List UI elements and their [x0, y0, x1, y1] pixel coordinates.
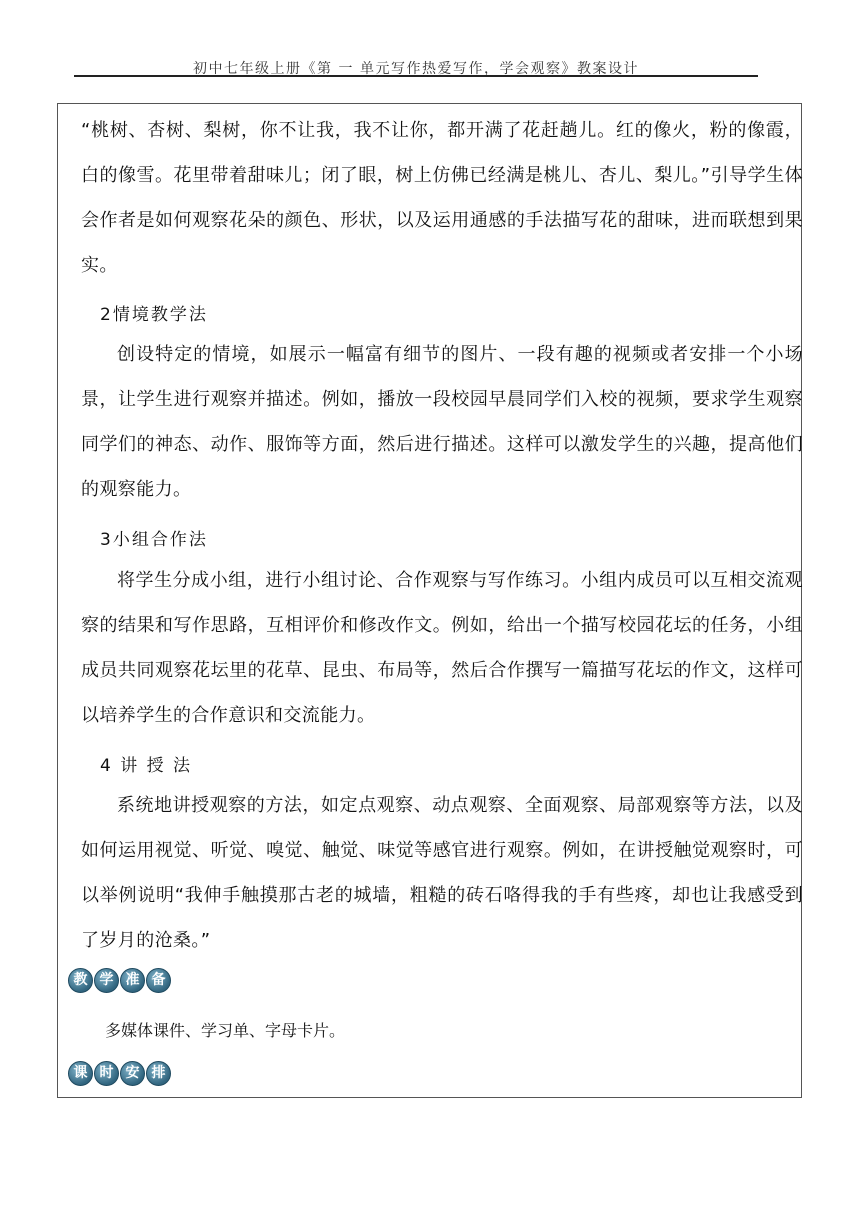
badge-char: 学 — [94, 968, 119, 993]
badge-char: 安 — [120, 1061, 145, 1086]
page-header-title: 初中七年级上册《第 一 单元写作热爱写作，学会观察》教案设计 — [193, 61, 639, 77]
badge-char: 课 — [68, 1061, 93, 1086]
badge-char: 时 — [94, 1061, 119, 1086]
situational-paragraph: 创设特定的情境，如展示一幅富有细节的图片、一段有趣的视频或者安排一个小场景，让学生进行观察并描述。例如，播放一段校园早晨同学们入校的视频，要求学生观察同学们的神态、动作、服饰等方面，然后进行描述。这样可以激发学生的兴趣，提高他们的观察能力。 — [81, 344, 803, 500]
teaching-prep-badge — [68, 968, 171, 993]
badge-char: 排 — [146, 1061, 171, 1086]
badge-char: 教 — [68, 968, 93, 993]
heading-group-cooperation: 3小组合作法 — [100, 530, 208, 550]
class-schedule-badge — [68, 1061, 171, 1086]
heading-lecture-method: 4 讲 授 法 — [100, 756, 193, 776]
lecture-paragraph: 系统地讲授观察的方法，如定点观察、动点观察、全面观察、局部观察等方法，以及如何运用视觉、听觉、嗅觉、触觉、味觉等感官进行观察。例如，在讲授触觉观察时，可以举例说明“我伸手触摸那古老的城墙，粗糙的砖石咯得我的手有些疼，却也让我感受到了岁月的沧桑。” — [81, 795, 803, 951]
heading-situational-teaching: 2情境教学法 — [100, 305, 208, 325]
header-rule — [74, 75, 758, 77]
badge-char: 备 — [146, 968, 171, 993]
teaching-prep-text: 多媒体课件、学习单、字母卡片。 — [105, 1021, 346, 1040]
group-paragraph: 将学生分成小组，进行小组讨论、合作观察与写作练习。小组内成员可以互相交流观察的结果和写作思路，互相评价和修改作文。例如，给出一个描写校园花坛的任务，小组成员共同观察花坛里的花草、昆虫、布局等，然后合作撰写一篇描写花坛的作文，这样可以培养学生的合作意识和交流能力。 — [81, 570, 803, 726]
badge-char: 准 — [120, 968, 145, 993]
quote-paragraph: “桃树、杏树、梨树，你不让我，我不让你，都开满了花赶趟儿。红的像火，粉的像霞，白的像雪。花里带着甜味儿；闭了眼，树上仿佛已经满是桃儿、杏儿、梨儿。”引导学生体会作者是如何观察花朵的颜色、形状，以及运用通感的手法描写花的甜味，进而联想到果实。 — [81, 120, 803, 276]
